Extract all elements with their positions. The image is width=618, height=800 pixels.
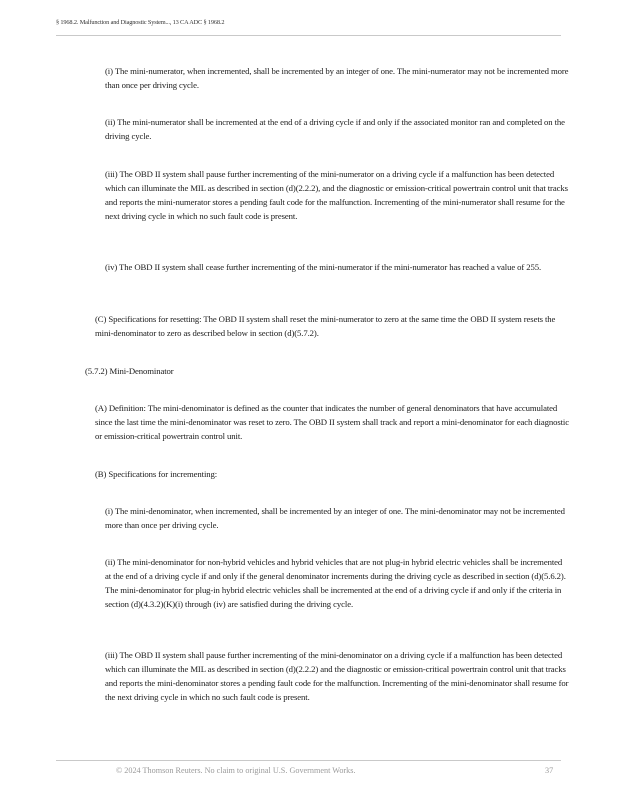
footer-divider xyxy=(56,760,561,761)
paragraph-mini-numerator-iii: (iii) The OBD II system shall pause further incrementing of the mini-numerator on a driving cycle if a malfunction has been detected which can illuminate the MIL as described in section (d)(2.2.2), and the diagnostic or emission-critical powertrain control unit that tracks and reports the mini-numerator stores a pending fault code for the malfunction. Incrementing of the mini-numerator shall resume for the next driving cycle in which no such fault code is present. xyxy=(105,169,568,221)
paragraph-mini-denominator-iii: (iii) The OBD II system shall pause further incrementing of the mini-denominator on a driving cycle if a malfunction has been detected which can illuminate the MIL as described in section (d)(2.2.2) and the diagnostic or emission-critical powertrain control unit that tracks and reports the mini-denominator stores a pending fault code for the malfunction. Incrementing of the mini-denominator shall resume for the next driving cycle in which no such fault code is present. xyxy=(105,650,569,702)
paragraph-mini-numerator-iv: (iv) The OBD II system shall cease further incrementing of the mini-numerator if the mini-numerator has reached a value of 255. xyxy=(105,262,542,272)
running-header: § 1968.2. Malfunction and Diagnostic System..., 13 CA ADC § 1968.2 xyxy=(56,19,225,26)
paragraph-mini-numerator-ii: (ii) The mini-numerator shall be incremented at the end of a driving cycle if and only if the associated monitor ran and completed on the driving cycle. xyxy=(105,117,565,141)
paragraph-definition: (A) Definition: The mini-denominator is defined as the counter that indicates the number of general denominators that have accumulated since the last time the mini-denominator was reset to zero. The OBD II system shall track and report a mini-denominator for each diagnostic or emission-critical powertrain control unit. xyxy=(95,403,569,441)
header-divider xyxy=(56,35,561,36)
footer-copyright: © 2024 Thomson Reuters. No claim to original U.S. Government Works. xyxy=(116,766,356,775)
section-heading-mini-denominator: (5.7.2) Mini-Denominator xyxy=(85,366,174,376)
paragraph-resetting: (C) Specifications for resetting: The OBD II system shall reset the mini-numerator to zero at the same time the OBD II system resets the mini-denominator to zero as described below in section (d)(5.7.2). xyxy=(95,314,556,338)
paragraph-mini-numerator-i: (i) The mini-numerator, when incremented, shall be incremented by an integer of one. The mini-numerator may not be incremented more than once per driving cycle. xyxy=(105,66,569,90)
paragraph-mini-denominator-i: (i) The mini-denominator, when incremented, shall be incremented by an integer of one. The mini-denominator may not be incremented more than once per driving cycle. xyxy=(105,506,565,530)
paragraph-mini-denominator-ii: (ii) The mini-denominator for non-hybrid vehicles and hybrid vehicles that are not plug-in hybrid electric vehicles shall be incremented at the end of a driving cycle if and only if the general denominator increments during the driving cycle as described in section (d)(5.6.2). The mini-denominator for plug-in hybrid electric vehicles shall be incremented at the end of a driving cycle if and only if the criteria in section (d)(4.3.2)(K)(i) through (iv) are satisfied during the driving cycle. xyxy=(105,557,566,609)
page-number: 37 xyxy=(545,766,554,775)
paragraph-incrementing-heading: (B) Specifications for incrementing: xyxy=(95,469,218,479)
